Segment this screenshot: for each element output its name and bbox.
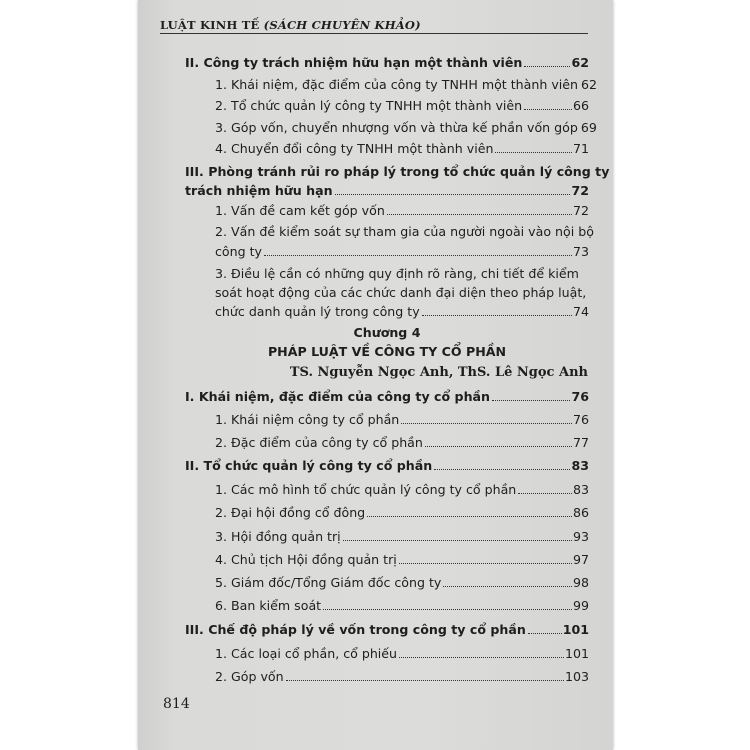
toc-entry-text: 2. Đặc điểm của công ty cổ phần: [215, 435, 423, 450]
toc-entry: [215, 141, 589, 157]
toc-entry-text: 2. Góp vốn: [215, 669, 284, 684]
toc-entry: [215, 482, 589, 498]
toc-entry: [215, 120, 597, 136]
toc-entry: [215, 98, 589, 114]
toc-entry-text: trách nhiệm hữu hạn: [185, 183, 333, 198]
header-subtitle: (SÁCH CHUYÊN KHẢO): [263, 18, 421, 32]
dot-leader: [367, 515, 572, 517]
toc-entry-text: 2. Tổ chức quản lý công ty TNHH một thành viên: [215, 98, 523, 113]
toc-entry-page: 76: [572, 412, 589, 427]
toc-entry-page: 72: [572, 203, 589, 218]
toc-entry: [185, 458, 589, 474]
toc-entry: [215, 552, 589, 568]
toc-entry-text: I. Khái niệm, đặc điểm của công ty cổ phần: [185, 389, 490, 404]
toc-entry-page: 71: [572, 141, 589, 156]
toc-entry-page: 98: [572, 575, 589, 590]
dot-leader: [443, 585, 572, 587]
toc-entry: [215, 435, 589, 451]
toc-entry-page: 93: [572, 529, 589, 544]
toc-entry-page: 73: [572, 244, 589, 259]
toc-entry: [215, 304, 589, 320]
toc-entry-text: III. Phòng tránh rủi ro pháp lý trong tổ chức quản lý công ty: [185, 164, 610, 179]
toc-entry-text: II. Công ty trách nhiệm hữu hạn một thành viên: [185, 55, 523, 70]
toc-entry-page: 103: [564, 669, 589, 684]
dot-leader: [399, 656, 564, 658]
toc-entry-page: 86: [572, 505, 589, 520]
toc-entry-page: 97: [572, 552, 589, 567]
toc-entry-text: chức danh quản lý trong công ty: [215, 304, 420, 319]
toc-entry-page: 66: [572, 98, 589, 113]
chapter-label: Chương 4: [353, 325, 421, 340]
chapter-title: PHÁP LUẬT VỀ CÔNG TY CỔ PHẦN: [267, 344, 507, 359]
dot-leader: [401, 422, 572, 424]
toc-entry-page: 72: [571, 183, 589, 198]
dot-leader: [524, 108, 572, 110]
dot-leader: [492, 399, 570, 401]
toc-entry-page: 99: [572, 598, 589, 613]
toc-entry: [215, 598, 589, 614]
toc-entry: [215, 575, 589, 591]
running-header: [160, 18, 421, 32]
toc-entry-text: 3. Góp vốn, chuyển nhượng vốn và thừa kế phần vốn góp: [215, 120, 578, 135]
header-title: LUẬT KINH TẾ: [160, 18, 260, 32]
toc-entry: [215, 505, 589, 521]
toc-entry: [215, 646, 589, 662]
toc-entry-text: 1. Các loại cổ phần, cổ phiếu: [215, 646, 398, 661]
toc-entry: [185, 55, 589, 71]
dot-leader: [524, 65, 570, 67]
toc-entry-text: 1. Vấn đề cam kết góp vốn: [215, 203, 385, 218]
toc-entry-page: 62: [581, 77, 598, 92]
toc-entry: [185, 183, 589, 199]
chapter-authors: TS. Nguyễn Ngọc Anh, ThS. Lê Ngọc Anh: [289, 365, 588, 380]
toc-entry: [215, 669, 589, 685]
toc-entry-text: 1. Khái niệm, đặc điểm của công ty TNHH một thành viên: [215, 77, 579, 92]
toc-entry: [185, 164, 610, 180]
toc-entry-text: 3. Hội đồng quản trị: [215, 529, 341, 544]
dot-leader: [422, 314, 572, 316]
toc-entry: [185, 622, 589, 638]
toc-entry: [215, 77, 598, 93]
toc-entry-page: 62: [571, 55, 589, 70]
toc-entry-text: 2. Vấn đề kiểm soát sự tham gia của người ngoài vào nội bộ: [215, 224, 594, 239]
dot-leader: [323, 608, 572, 610]
toc-entry: [215, 412, 589, 428]
dot-leader: [286, 679, 564, 681]
toc-entry-text: công ty: [215, 244, 262, 259]
toc-entry-page: 101: [564, 646, 589, 661]
toc-entry-text: soát hoạt động của các chức danh đại diện theo pháp luật,: [215, 285, 587, 300]
page-number: 814: [163, 696, 190, 712]
toc-entry-page: 83: [572, 482, 589, 497]
dot-leader: [399, 562, 572, 564]
toc-entry: [215, 244, 589, 260]
toc-entry: [215, 203, 589, 219]
toc-entry-page: 69: [580, 120, 597, 135]
toc-entry-text: 5. Giám đốc/Tổng Giám đốc công ty: [215, 575, 442, 590]
dot-leader: [434, 468, 570, 470]
toc-entry-text: 2. Đại hội đồng cổ đông: [215, 505, 366, 520]
toc-entry-text: II. Tổ chức quản lý công ty cổ phần: [185, 458, 433, 473]
toc-entry: [215, 266, 589, 282]
toc-entry-text: 4. Chủ tịch Hội đồng quản trị: [215, 552, 397, 567]
toc-entry-page: 76: [571, 389, 589, 404]
dot-leader: [495, 151, 572, 153]
dot-leader: [387, 213, 572, 215]
toc-entry: [215, 224, 594, 240]
dot-leader: [335, 193, 571, 195]
toc-entry-page: 77: [572, 435, 589, 450]
toc-entry-page: 101: [562, 622, 589, 637]
toc-entry-page: 74: [572, 304, 589, 319]
toc-entry-text: III. Chế độ pháp lý về vốn trong công ty cổ phần: [185, 622, 526, 637]
toc-entry-text: 6. Ban kiểm soát: [215, 598, 322, 613]
toc-entry-text: 1. Khái niệm công ty cổ phần: [215, 412, 400, 427]
dot-leader: [528, 632, 562, 634]
dot-leader: [425, 445, 572, 447]
toc-entry-page: 83: [571, 458, 589, 473]
toc-entry-text: 4. Chuyển đổi công ty TNHH một thành viên: [215, 141, 494, 156]
dot-leader: [343, 539, 572, 541]
toc-entry: [185, 389, 589, 405]
dot-leader: [264, 254, 572, 256]
toc-entry-text: 1. Các mô hình tổ chức quản lý công ty cổ phần: [215, 482, 517, 497]
dot-leader: [518, 492, 572, 494]
toc-entry-text: 3. Điều lệ cần có những quy định rõ ràng, chi tiết để kiểm: [215, 266, 579, 281]
header-rule: [160, 33, 588, 34]
toc-entry: [215, 285, 589, 301]
toc-entry: [215, 529, 589, 545]
